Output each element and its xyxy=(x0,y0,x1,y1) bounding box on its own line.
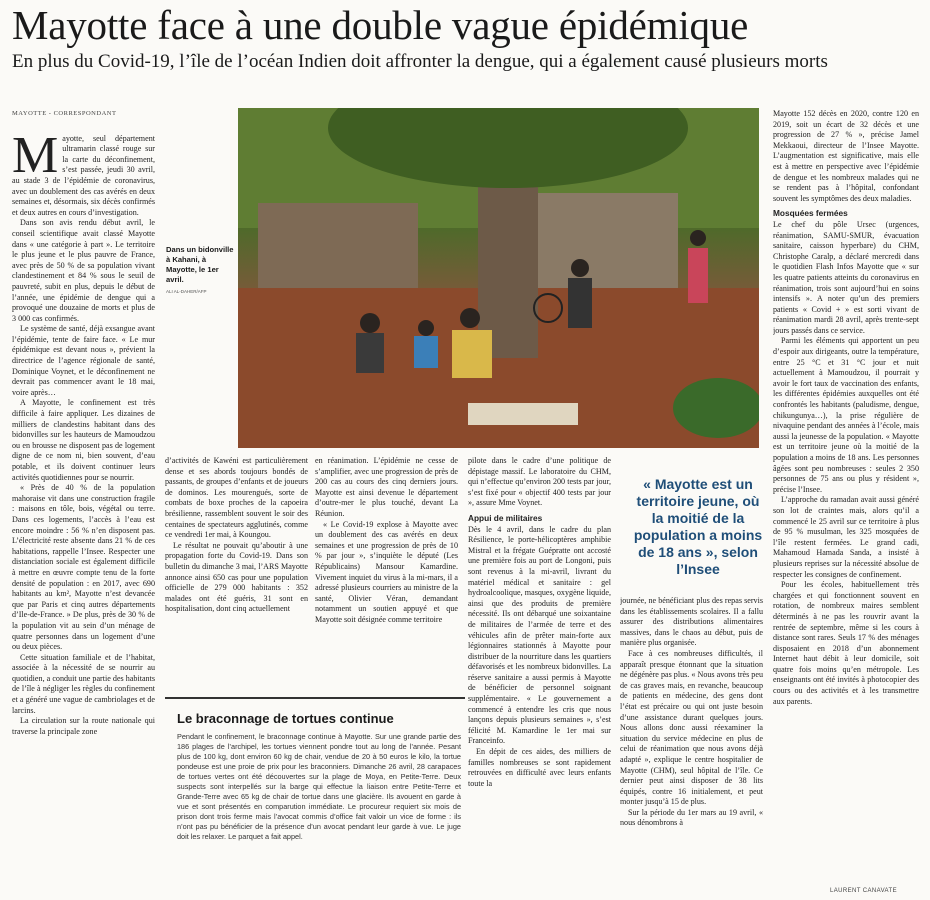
sidebar-box xyxy=(165,697,465,887)
paragraph: « Le Covid-19 explose à Mayotte avec un doublement des cas avérés en deux semaines et une progression de près de 10 % par jour », s’inquiète le député (Les Républicains) Mansour Kamardine. Vivement inquiet du virus à la mi-mars, il a adressé plusieurs courriers au ministre de la santé, Olivier Véran, demandant notamment un soutien appuyé et que Mayotte soit désignée comme territoire xyxy=(315,519,458,624)
pull-quote: « Mayotte est un territoire jeune, où la moitié de la population a moins de 18 ans », selon l’Insee xyxy=(633,476,763,577)
paragraph: Parmi les éléments qui apportent un peu d’espoir aux dirigeants, outre la température, entre 25 °C et 31 °C jour et nuit actuellement à Mamoudzou, il pourrait y avoir le fort taux de vaccination des enfants, les différentes épidémies auxquelles ont été confrontés les habitants (paludisme, dengue, chikungunya…), la prise régulière de nivaquine pendant des années à l’école, mais aussi la jeunesse de la population. « Mayotte est un territoire jeune où la moitié de la population a moins de 18 ans. Les personnes âgées sont peu nombreuses : seules 2 350 personnes de 75 ans ou plus y résident », précise l’Insee. xyxy=(773,336,919,494)
author-signature: LAURENT CANAVATE xyxy=(830,888,897,894)
article-column-6 xyxy=(773,109,919,885)
paragraph: d’activités de Kawéni est particulièrement dense et ses abords toujours bondés de passants, de groupes d’enfants et de joueurs de dominos. Les mourengués, sorte de combats de boxe proches de la capoeira brésilienne, rassemblent souvent le soir des centaines de spectateurs agglutinés, comme ce vendredi 1er mai, à Koungou. xyxy=(165,456,308,540)
article-column-5 xyxy=(620,596,763,888)
paragraph: « Près de 40 % de la population mahoraise vit dans une construction fragile : maisons en tôle, bois, végétal ou terre. Dans ces logements, l’accès à l’eau est encore moindre : 56 % n’en disposent pas. L’électricité reste absente dans 21 % de ces habitations, rappelle l’Insee. Respecter une distanciation sociale est également difficile à mettre en œuvre compte tenu de la forte densité de population : en 2017, avec 690 habitants au km², Mayotte n’est devancée que par Paris et cinq autres départements d’Ile-de-France. » De plus, près de 30 % de la population vit au sein d’un ménage de quatre personnes dans un logement d’une ou deux pièces. xyxy=(12,483,155,652)
photo-caption: Dans un bidonville à Kahani, à Mayotte, le 1er avril. xyxy=(166,245,234,284)
paragraph: A Mayotte, le confinement est très difficile à faire appliquer. Les dizaines de milliers de clandestins habitant dans des bidonvilles sur les hauteurs de Mamoudzou ou en brousse ne disposent pas de logement digne de ce nom ni, bien souvent, d’eau potable, et ils doivent continuer leurs activités quotidiennes pour se nourrir. xyxy=(12,398,155,482)
paragraph: journée, ne bénéficiant plus des repas servis dans les établissements scolaires. Il a fallu assurer des distributions alimentaires massives, dans le chaos au début, puis de manière plus organisée. xyxy=(620,596,763,648)
article-column-1 xyxy=(12,109,155,889)
paragraph: Cette situation familiale et de l’habitat, associée à la nécessité de se nourrir au quotidien, a conduit une partie des habitants de l’île à négliger les règles du confinement et a généré une vague de cambriolages et de larcins. xyxy=(12,652,155,715)
paragraph: Face à ces nombreuses difficultés, il apparaît presque étonnant que la situation ne dégénère pas plus. « Nous avons très peu de cas graves mais, en revanche, beaucoup de patients en médecine, des gens dont l’état est précaire ou qui ont juste besoin d’une assistance durant quelques jours. Nous allons donc aussi réexaminer la situation du service médecine en plus de celui de réanimation que nous avons déjà adapté », explique le centre hospitalier de Mayotte (CHM), seul hôpital de l’île. Ce dernier peut ainsi disposer de 38 lits équipés, contre 16 initialement, et peut monter jusqu’à 15 de plus. xyxy=(620,648,763,807)
paragraph: pilote dans le cadre d’une politique de dépistage massif. Le laboratoire du CHM, qui n’effectue qu’environ 200 tests par jour, s’est fixé pour « objectif 400 tests par jour », assure Mme Voynet. xyxy=(468,456,611,508)
paragraph: en réanimation. L’épidémie ne cesse de s’amplifier, avec une progression de près de 200 cas au cours des cinq derniers jours. Mayotte est ainsi devenue le département d’outre-mer le plus touché, devant La Réunion. xyxy=(315,456,458,518)
photo-illustration xyxy=(238,108,759,448)
subheadline: En plus du Covid-19, l’île de l’océan Indien doit affronter la dengue, qui a également causé plusieurs morts xyxy=(12,51,828,72)
paragraph: Le système de santé, déjà exsangue avant l’épidémie, tente de faire face. « Le mur épidémique est devant nous », prévient la directrice de l’agence régionale de santé, Dominique Voynet, et le déconfinement ne devrait pas commencer avant le 18 mai, voire après… xyxy=(12,324,155,397)
paragraph: La circulation sur la route nationale qui traverse la principale zone xyxy=(12,716,155,736)
paragraph: Mayotte 152 décès en 2020, contre 120 en 2019, soit un écart de 32 décès et une progression de 27 % », précise Jamel Mekkaoui, directeur de l’Insee Mayotte. L’augmentation est significative, mais elle est à mettre en perspective avec l’épidémie de dengue et les nombreux malades qui ne se rendent pas à l’hôpital, confondant souvent les symptômes des deux maladies. xyxy=(773,109,919,203)
article-column-2 xyxy=(165,456,308,691)
sidebar-body: Pendant le confinement, le braconnage continue à Mayotte. Sur une grande partie des 186 plages de l’archipel, les tortues viennent pondre tout au long de l’année. Pesant plus de 100 kg, dont environ 60 kg de chair, vendue de 20 à 50 euros le kilo, la tortue pondeuse est une proie de prix pour les braconniers. Dimanche 26 avril, 28 carapaces de tortues vertes ont été découvertes sur la plage de Moya, en Petite-Terre. Deux suspects sont interpellés sur la barge qui effectue la liaison entre Petite-Terre et Grande-Terre avec 65 kg de chair de tortue dans une glacière. Ils avouent en garde à vue et sont présentés en comparution immédiate. Le procureur requiert six mois de prison dont trois ferme mais l’avocat commis d’office fait valoir un vice de forme : ils n’ont pas pu bénéficier de la présence d’un avocat pendant leur garde à vue. Le juge doit les relaxer. Le parquet a fait appel. xyxy=(177,732,461,841)
article-column-3 xyxy=(315,456,458,691)
paragraph: Le chef du pôle Ursec (urgences, réanimation, SAMU-SMUR, évacuation sanitaire, caisson hyperbare) du CHM, Christophe Caralp, a déclaré mercredi dans le quotidien Flash Infos Mayotte que « sur les quatre patients atteints du coronavirus en réanimation, trois sont aujourd’hui en soins intensifs ». A noter qu’un des premiers patients « Covid + » est sorti vivant de réanimation mardi 28 avril, après trente-sept jours passés dans ce service. xyxy=(773,219,919,335)
paragraph: Dans son avis rendu début avril, le conseil scientifique avait classé Mayotte dans « une catégorie à part ». Le territoire le plus jeune et le plus pauvre de France, avec près de 50 % de sa population vivant clandestinement et 84 % sous le seuil de pauvreté, subit en plus, depuis le début de l’année, une épidémie de dengue qui a provoqué une douzaine de morts et plus de 3 000 cas confirmés. xyxy=(12,218,155,323)
photo-credit: ALI AL-DAHER/AFP xyxy=(166,289,207,294)
section-subtitle: Appui de militaires xyxy=(468,512,543,523)
paragraph: Dès le 4 avril, dans le cadre du plan Résilience, le porte-hélicoptères amphibie Mistral et la frégate Guépratte ont accosté une première fois au port de Longoni, puis sont revenus à la mi-avril, livrant du matériel médical et sanitaire : gel hydroalcoolique, masques, oxygène liquide, ainsi que des produits de première nécessité. Ils ont débarqué une soixantaine de militaires de l’armée de terre et des véhicules afin de prêter main-forte aux légionnaires stationnés à Mayotte pour distribuer de la nourriture dans les quartiers défavorisés et les nombreux bidonvilles. La réserve sanitaire a aussi permis à Mayotte de bénéficier de personnel soignant supplémentaire. « Le gouvernement a commencé à entendre les cris que nous lançons depuis plusieurs semaines », s’est félicité M. Kamardine le 1er mai sur Franceinfo. xyxy=(468,524,611,746)
paragraph: En dépit de ces aides, des milliers de familles nombreuses se sont rapidement retrouvées en difficulté avec leurs enfants toute la xyxy=(468,747,611,788)
byline: MAYOTTE - CORRESPONDANT xyxy=(12,110,117,117)
article-column-4 xyxy=(468,456,611,888)
paragraph: ayotte, seul département ultramarin classé rouge sur la carte du déconfinement, s’est passée, jeudi 30 avril, au stade 3 de l’épidémie de coronavirus, avec un doublement des cas avérés en deux semaines et, désormais, six décès confirmés et deux autres en cours d’investigation. xyxy=(12,133,155,217)
paragraph: Sur la période du 1er mars au 19 avril, « nous dénombrons à xyxy=(620,807,763,828)
drop-cap: M xyxy=(12,126,59,184)
headline: Mayotte face à une double vague épidémique xyxy=(12,2,749,48)
sidebar-title: Le braconnage de tortues continue xyxy=(177,711,394,726)
article-photo xyxy=(238,108,759,448)
paragraph: Le résultat ne pouvait qu’aboutir à une propagation forte du Covid-19. Dans son bulletin du dimanche 3 mai, l’ARS Mayotte annonce ainsi 650 cas pour une population officielle de 279 000 habitants : 352 malades ont été guéris, 31 sont en hospitalisation, dont cinq actuellement xyxy=(165,540,308,614)
paragraph: Pour les écoles, habituellement très chargées et qui fonctionnent souvent en rotation, de nombreux maires semblent déterminés à ne pas les rouvrir avant la rentrée de septembre, même si les cours à distance sont rares. Seuls 17 % des ménages disposaient en 2018 d’un abonnement Internet haut débit à leur domicile, soit quatre fois moins qu’en métropole. Les enseignants ont été invités à photocopier des cours ou des activités et à les transmettre aux parents. xyxy=(773,580,919,706)
section-subtitle: Mosquées fermées xyxy=(773,208,848,219)
paragraph: L’approche du ramadan avait aussi généré son lot de craintes mais, alors qu’il a commencé le 25 avril sur ce territoire à plus de 95 % musulman, les 325 mosquées de l’île restent fermées. Le grand cadi, Mahamoud Hamada Sanda, a insisté à plusieurs reprises sur la nécessité absolue de respecter les consignes de confinement. xyxy=(773,495,919,579)
